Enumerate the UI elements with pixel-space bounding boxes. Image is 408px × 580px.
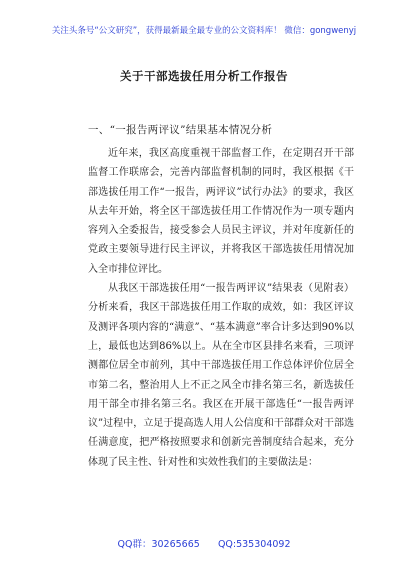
document-body xyxy=(88,144,354,472)
document-title: 关于干部选拔任用分析工作报告 xyxy=(120,69,288,83)
header-promo-note: 关注头条号“公文研究”，获得最新最全最专业的公文资料库！ 微信：gongwenyj xyxy=(51,26,357,36)
footer-contact xyxy=(0,536,408,550)
paragraph-1: 近年来，我区高度重视干部监督工作，在定期召开干部监督工作联席会，完善内部监督机制的同时，我区根据《干部选拔任用工作“一报告，两评议”试行办法》的要求，我区从去年开始，将全区干部选拔任用工作情况作为一项专题内容列入全委报告，接受参会人员民主评议，并对年度新任的党政主要领导进行民主评议，并将我区干部选拔任用情况加入全市排位评比。 xyxy=(88,148,354,275)
footer-qq-group: QQ群：30265665 xyxy=(117,539,200,550)
paragraph-2: 从我区干部选拔任用“一报告两评议”结果表（见附表）分析来看，我区干部选拔任用工作取的成效，如：我区评议及测评各项内容的“满意”、“基本满意”率合计多达到90%以上，最低也达到86%以上。从在全市区县排名来看，三项评测都位居全市前列，其中干部选拔任用工作总体评价位居全市第二名，整治用人上不正之风全市排名第三名，新选拔任用干部全市排名第三名。我区在开展干部选任“一报告两评议”过程中，立足于提高选人用人公信度和干部群众对干部选任满意度，把严格按照要求和创新完善制度结合起来，充分体现了民主性、针对性和实效性我们的主要做法是： xyxy=(88,283,354,468)
section-heading: 一、“一报告两评议”结果基本情况分析 xyxy=(88,124,273,136)
footer-qq: QQ:535304092 xyxy=(217,539,291,550)
